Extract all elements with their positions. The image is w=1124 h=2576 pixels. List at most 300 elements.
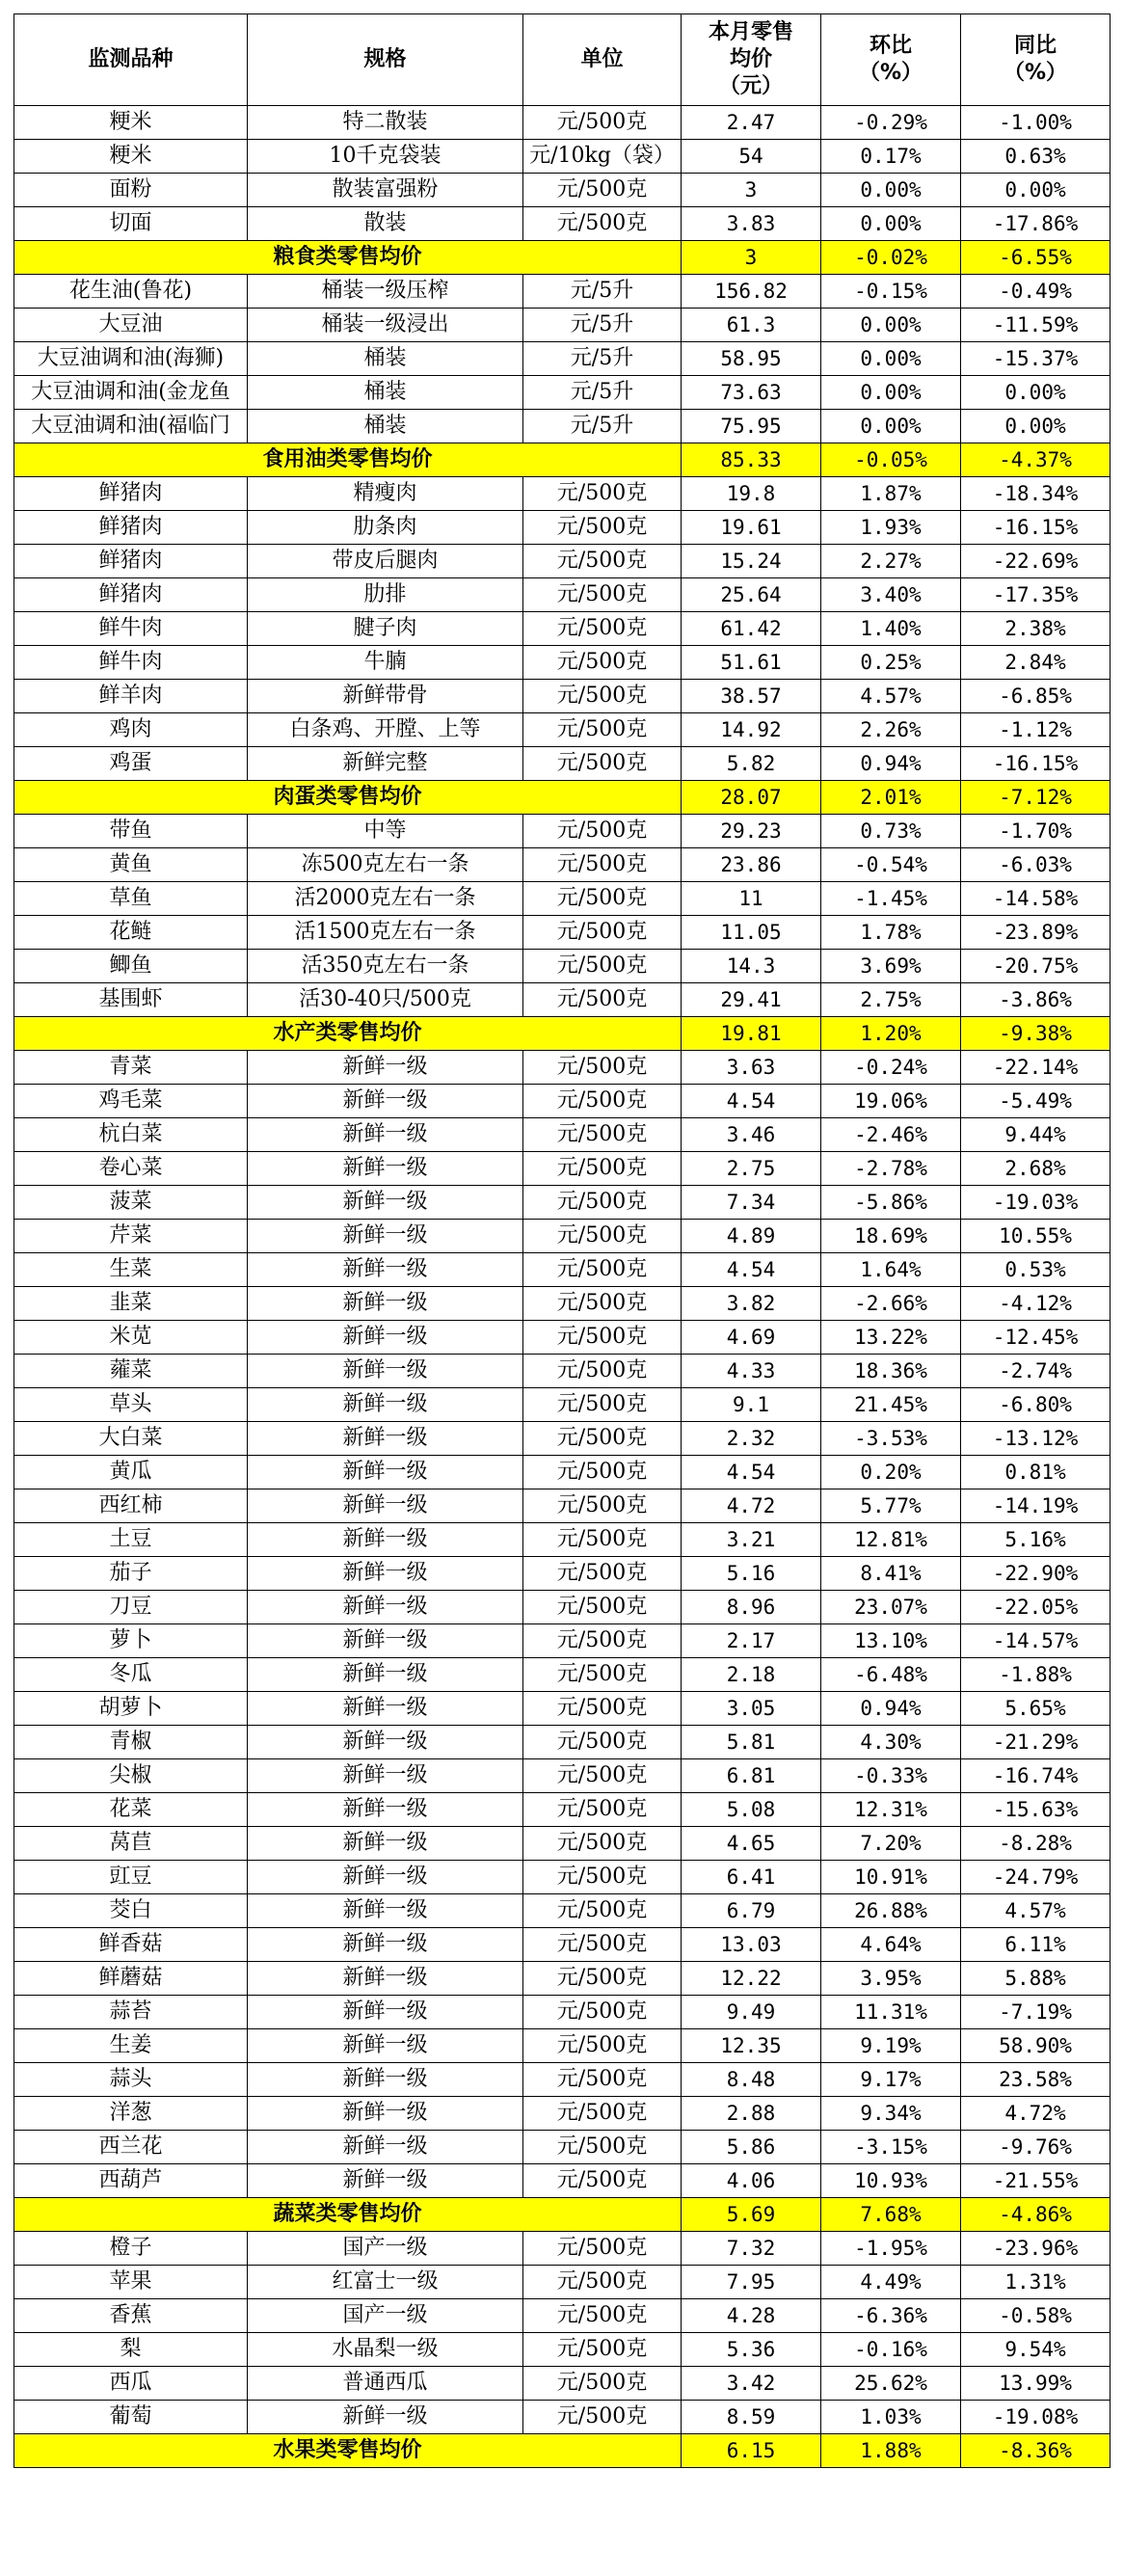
spec-cell: 新鲜一级 [248,1523,523,1557]
price-cell: 2.47 [682,106,821,140]
yoy-cell: 4.72% [961,2097,1111,2131]
price-cell: 54 [682,140,821,174]
header-row [14,14,1111,106]
header-price [682,14,821,106]
spec-cell: 国产一级 [248,2299,523,2333]
unit-cell: 元/500克 [523,2164,682,2198]
yoy-cell: 5.16% [961,1523,1111,1557]
price-cell: 15.24 [682,545,821,578]
spec-cell: 红富士一级 [248,2266,523,2299]
item-name-cell: 青椒 [14,1726,248,1759]
spec-cell: 新鲜一级 [248,1928,523,1962]
item-name-cell: 豇豆 [14,1861,248,1894]
price-cell: 4.72 [682,1489,821,1523]
spec-cell: 新鲜一级 [248,1422,523,1456]
table-row [14,275,1111,309]
spec-cell: 新鲜一级 [248,1321,523,1355]
item-name-cell: 卷心菜 [14,1152,248,1186]
table-row [14,2164,1111,2198]
mom-cell: 3.40% [821,578,961,612]
average-yoy-cell: -4.86% [961,2198,1111,2232]
table-row [14,2131,1111,2164]
unit-cell: 元/500克 [523,1388,682,1422]
table-row [14,2029,1111,2063]
table-row [14,140,1111,174]
table-row [14,1051,1111,1085]
yoy-cell: -4.12% [961,1287,1111,1321]
unit-cell: 元/500克 [523,1051,682,1085]
table-row [14,1388,1111,1422]
spec-cell: 新鲜一级 [248,1827,523,1861]
item-name-cell: 鸡蛋 [14,747,248,781]
table-row [14,207,1111,241]
yoy-cell: -17.35% [961,578,1111,612]
yoy-cell: -21.29% [961,1726,1111,1759]
unit-cell: 元/500克 [523,2299,682,2333]
table-row [14,916,1111,950]
unit-cell: 元/500克 [523,1489,682,1523]
table-row [14,983,1111,1017]
table-row [14,1793,1111,1827]
yoy-cell: -1.70% [961,815,1111,848]
item-name-cell: 苹果 [14,2266,248,2299]
price-cell: 9.1 [682,1388,821,1422]
header-yoy-line2: （%） [1003,61,1068,85]
unit-cell: 元/500克 [523,983,682,1017]
spec-cell: 腱子肉 [248,612,523,646]
table-row [14,1287,1111,1321]
average-mom-cell: 2.01% [821,781,961,815]
item-name-cell: 基围虾 [14,983,248,1017]
mom-cell: -0.54% [821,848,961,882]
table-row [14,106,1111,140]
mom-cell: 0.00% [821,174,961,207]
mom-cell: 8.41% [821,1557,961,1591]
table-row [14,2063,1111,2097]
category-average-row [14,781,1111,815]
unit-cell: 元/500克 [523,2097,682,2131]
table-row [14,815,1111,848]
price-cell: 5.08 [682,1793,821,1827]
mom-cell: 0.17% [821,140,961,174]
yoy-cell: 0.00% [961,410,1111,443]
mom-cell: 13.22% [821,1321,961,1355]
spec-cell: 新鲜一级 [248,1489,523,1523]
table-row [14,646,1111,680]
table-row [14,1489,1111,1523]
unit-cell: 元/500克 [523,1591,682,1624]
yoy-cell: -21.55% [961,2164,1111,2198]
table-row [14,680,1111,713]
table-row [14,376,1111,410]
unit-cell: 元/500克 [523,2401,682,2434]
item-name-cell: 冬瓜 [14,1658,248,1692]
unit-cell: 元/500克 [523,1422,682,1456]
table-row [14,1658,1111,1692]
spec-cell: 新鲜一级 [248,1186,523,1220]
item-name-cell: 面粉 [14,174,248,207]
item-name-cell: 青菜 [14,1051,248,1085]
item-name-cell: 杭白菜 [14,1118,248,1152]
mom-cell: 4.57% [821,680,961,713]
unit-cell: 元/500克 [523,207,682,241]
header-item: 监测品种 [14,14,248,106]
item-name-cell: 米苋 [14,1321,248,1355]
unit-cell: 元/500克 [523,1861,682,1894]
table-row [14,612,1111,646]
item-name-cell: 刀豆 [14,1591,248,1624]
mom-cell: 1.78% [821,916,961,950]
yoy-cell: -3.86% [961,983,1111,1017]
mom-cell: 18.69% [821,1220,961,1253]
mom-cell: 1.87% [821,477,961,511]
item-name-cell: 草头 [14,1388,248,1422]
table-row [14,410,1111,443]
mom-cell: -0.29% [821,106,961,140]
spec-cell: 新鲜一级 [248,2164,523,2198]
mom-cell: 2.26% [821,713,961,747]
spec-cell: 特二散装 [248,106,523,140]
mom-cell: 26.88% [821,1894,961,1928]
price-cell: 51.61 [682,646,821,680]
yoy-cell: -20.75% [961,950,1111,983]
yoy-cell: -13.12% [961,1422,1111,1456]
item-name-cell: 橙子 [14,2232,248,2266]
unit-cell: 元/500克 [523,882,682,916]
mom-cell: -2.46% [821,1118,961,1152]
price-cell: 11.05 [682,916,821,950]
header-spec: 规格 [248,14,523,106]
item-name-cell: 菠菜 [14,1186,248,1220]
item-name-cell: 鲫鱼 [14,950,248,983]
mom-cell: 0.00% [821,309,961,342]
table-row [14,1827,1111,1861]
mom-cell: 0.00% [821,410,961,443]
price-cell: 7.95 [682,2266,821,2299]
price-cell: 3.83 [682,207,821,241]
category-average-label: 肉蛋类零售均价 [14,781,682,815]
unit-cell: 元/500克 [523,1220,682,1253]
price-cell: 6.81 [682,1759,821,1793]
mom-cell: 19.06% [821,1085,961,1118]
yoy-cell: -6.03% [961,848,1111,882]
category-average-row [14,443,1111,477]
unit-cell: 元/500克 [523,1692,682,1726]
item-name-cell: 梨 [14,2333,248,2367]
table-row [14,1253,1111,1287]
spec-cell: 国产一级 [248,2232,523,2266]
mom-cell: 10.93% [821,2164,961,2198]
mom-cell: 0.94% [821,1692,961,1726]
item-name-cell: 萝卜 [14,1624,248,1658]
price-cell: 8.59 [682,2401,821,2434]
item-name-cell: 鲜猪肉 [14,578,248,612]
spec-cell: 新鲜一级 [248,1287,523,1321]
average-yoy-cell: -7.12% [961,781,1111,815]
price-cell: 4.89 [682,1220,821,1253]
yoy-cell: -7.19% [961,1996,1111,2029]
spec-cell: 桶装 [248,410,523,443]
table-row [14,1456,1111,1489]
mom-cell: 7.20% [821,1827,961,1861]
spec-cell: 新鲜一级 [248,2029,523,2063]
mom-cell: 0.25% [821,646,961,680]
price-cell: 14.92 [682,713,821,747]
unit-cell: 元/500克 [523,545,682,578]
spec-cell: 新鲜一级 [248,1220,523,1253]
spec-cell: 桶装一级浸出 [248,309,523,342]
price-cell: 4.54 [682,1085,821,1118]
yoy-cell: 0.53% [961,1253,1111,1287]
yoy-cell: -17.86% [961,207,1111,241]
unit-cell: 元/500克 [523,1152,682,1186]
spec-cell: 新鲜一级 [248,1253,523,1287]
spec-cell: 新鲜一级 [248,1658,523,1692]
category-average-row [14,2434,1111,2468]
mom-cell: 21.45% [821,1388,961,1422]
unit-cell: 元/500克 [523,1355,682,1388]
price-cell: 4.69 [682,1321,821,1355]
price-cell: 3.05 [682,1692,821,1726]
unit-cell: 元/500克 [523,1726,682,1759]
yoy-cell: -5.49% [961,1085,1111,1118]
header-yoy-line1: 同比 [1013,34,1057,58]
yoy-cell: -22.69% [961,545,1111,578]
table-row [14,950,1111,983]
spec-cell: 活1500克左右一条 [248,916,523,950]
yoy-cell: 0.00% [961,376,1111,410]
price-cell: 61.3 [682,309,821,342]
spec-cell: 活30-40只/500克 [248,983,523,1017]
unit-cell: 元/500克 [523,1523,682,1557]
table-row [14,1996,1111,2029]
spec-cell: 新鲜一级 [248,1861,523,1894]
unit-cell: 元/5升 [523,410,682,443]
unit-cell: 元/500克 [523,477,682,511]
table-row [14,2333,1111,2367]
price-cell: 6.79 [682,1894,821,1928]
header-price-line3: （元） [718,74,783,98]
table-row [14,174,1111,207]
item-name-cell: 胡萝卜 [14,1692,248,1726]
yoy-cell: 1.31% [961,2266,1111,2299]
price-cell: 5.36 [682,2333,821,2367]
table-row [14,1591,1111,1624]
item-name-cell: 草鱼 [14,882,248,916]
yoy-cell: -0.49% [961,275,1111,309]
spec-cell: 新鲜一级 [248,1118,523,1152]
price-cell: 7.32 [682,2232,821,2266]
spec-cell: 新鲜一级 [248,1962,523,1996]
table-row [14,309,1111,342]
item-name-cell: 蒜头 [14,2063,248,2097]
item-name-cell: 西瓜 [14,2367,248,2401]
table-row [14,1152,1111,1186]
price-cell: 2.18 [682,1658,821,1692]
unit-cell: 元/5升 [523,376,682,410]
table-row [14,1422,1111,1456]
spec-cell: 新鲜一级 [248,1793,523,1827]
mom-cell: 18.36% [821,1355,961,1388]
category-average-label: 水产类零售均价 [14,1017,682,1051]
table-row [14,1894,1111,1928]
yoy-cell: -15.63% [961,1793,1111,1827]
yoy-cell: -14.58% [961,882,1111,916]
price-cell: 8.48 [682,2063,821,2097]
item-name-cell: 带鱼 [14,815,248,848]
unit-cell: 元/500克 [523,1624,682,1658]
item-name-cell: 大豆油调和油(金龙鱼 [14,376,248,410]
mom-cell: 1.93% [821,511,961,545]
mom-cell: 5.77% [821,1489,961,1523]
yoy-cell: -23.89% [961,916,1111,950]
yoy-cell: -22.05% [961,1591,1111,1624]
yoy-cell: 23.58% [961,2063,1111,2097]
yoy-cell: -14.57% [961,1624,1111,1658]
average-yoy-cell: -9.38% [961,1017,1111,1051]
average-mom-cell: 7.68% [821,2198,961,2232]
table-row [14,2367,1111,2401]
item-name-cell: 鲜猪肉 [14,477,248,511]
price-cell: 19.8 [682,477,821,511]
item-name-cell: 粳米 [14,106,248,140]
price-cell: 4.28 [682,2299,821,2333]
table-row [14,477,1111,511]
mom-cell: 0.00% [821,376,961,410]
yoy-cell: 0.00% [961,174,1111,207]
unit-cell: 元/500克 [523,1085,682,1118]
price-cell: 12.22 [682,1962,821,1996]
unit-cell: 元/500克 [523,511,682,545]
price-cell: 2.32 [682,1422,821,1456]
mom-cell: 0.73% [821,815,961,848]
spec-cell: 新鲜一级 [248,1894,523,1928]
yoy-cell: -14.19% [961,1489,1111,1523]
table-row [14,747,1111,781]
unit-cell: 元/500克 [523,1759,682,1793]
yoy-cell: 5.88% [961,1962,1111,1996]
price-cell: 2.88 [682,2097,821,2131]
spec-cell: 水晶梨一级 [248,2333,523,2367]
average-price-cell: 85.33 [682,443,821,477]
yoy-cell: -11.59% [961,309,1111,342]
unit-cell: 元/500克 [523,2266,682,2299]
table-body [14,106,1111,2468]
mom-cell: 9.34% [821,2097,961,2131]
category-average-label: 食用油类零售均价 [14,443,682,477]
mom-cell: 12.81% [821,1523,961,1557]
table-row [14,2097,1111,2131]
unit-cell: 元/500克 [523,950,682,983]
yoy-cell: -6.80% [961,1388,1111,1422]
mom-cell: -1.95% [821,2232,961,2266]
table-row [14,2232,1111,2266]
price-cell: 25.64 [682,578,821,612]
yoy-cell: -16.15% [961,511,1111,545]
yoy-cell: -9.76% [961,2131,1111,2164]
item-name-cell: 鲜羊肉 [14,680,248,713]
mom-cell: -2.78% [821,1152,961,1186]
price-cell: 11 [682,882,821,916]
mom-cell: -0.24% [821,1051,961,1085]
unit-cell: 元/5升 [523,309,682,342]
spec-cell: 散装富强粉 [248,174,523,207]
yoy-cell: 0.63% [961,140,1111,174]
mom-cell: 1.40% [821,612,961,646]
unit-cell: 元/500克 [523,1186,682,1220]
price-cell: 19.61 [682,511,821,545]
header-mom-line1: 环比 [869,34,912,58]
item-name-cell: 花生油(鲁花) [14,275,248,309]
mom-cell: -6.36% [821,2299,961,2333]
category-average-row [14,2198,1111,2232]
mom-cell: 0.00% [821,207,961,241]
price-cell: 3 [682,174,821,207]
item-name-cell: 鸡毛菜 [14,1085,248,1118]
price-cell: 5.16 [682,1557,821,1591]
mom-cell: 10.91% [821,1861,961,1894]
item-name-cell: 大豆油调和油(海狮) [14,342,248,376]
yoy-cell: 9.44% [961,1118,1111,1152]
spec-cell: 新鲜一级 [248,1624,523,1658]
spec-cell: 新鲜一级 [248,1152,523,1186]
item-name-cell: 韭菜 [14,1287,248,1321]
price-cell: 4.54 [682,1456,821,1489]
unit-cell: 元/500克 [523,1894,682,1928]
yoy-cell: -15.37% [961,342,1111,376]
table-row [14,1759,1111,1793]
spec-cell: 活350克左右一条 [248,950,523,983]
table-row [14,848,1111,882]
item-name-cell: 西红柿 [14,1489,248,1523]
item-name-cell: 葡萄 [14,2401,248,2434]
unit-cell: 元/500克 [523,1996,682,2029]
header-yoy [961,14,1111,106]
spec-cell: 新鲜一级 [248,1456,523,1489]
spec-cell: 普通西瓜 [248,2367,523,2401]
item-name-cell: 花菜 [14,1793,248,1827]
mom-cell: -2.66% [821,1287,961,1321]
spec-cell: 新鲜一级 [248,1591,523,1624]
spec-cell: 新鲜一级 [248,2063,523,2097]
header-mom-line2: （%） [858,61,923,85]
table-row [14,342,1111,376]
item-name-cell: 鲜猪肉 [14,545,248,578]
price-cell: 13.03 [682,1928,821,1962]
spec-cell: 精瘦肉 [248,477,523,511]
item-name-cell: 茭白 [14,1894,248,1928]
table-row [14,1186,1111,1220]
spec-cell: 新鲜一级 [248,1051,523,1085]
price-cell: 58.95 [682,342,821,376]
item-name-cell: 莴苣 [14,1827,248,1861]
category-average-label: 粮食类零售均价 [14,241,682,275]
mom-cell: 12.31% [821,1793,961,1827]
table-row [14,1928,1111,1962]
item-name-cell: 茄子 [14,1557,248,1591]
price-cell: 3.21 [682,1523,821,1557]
price-cell: 6.41 [682,1861,821,1894]
item-name-cell: 鲜猪肉 [14,511,248,545]
item-name-cell: 鲜牛肉 [14,612,248,646]
unit-cell: 元/500克 [523,848,682,882]
yoy-cell: -6.85% [961,680,1111,713]
item-name-cell: 鸡肉 [14,713,248,747]
yoy-cell: 9.54% [961,2333,1111,2367]
yoy-cell: -19.08% [961,2401,1111,2434]
mom-cell: 3.95% [821,1962,961,1996]
unit-cell: 元/500克 [523,1118,682,1152]
